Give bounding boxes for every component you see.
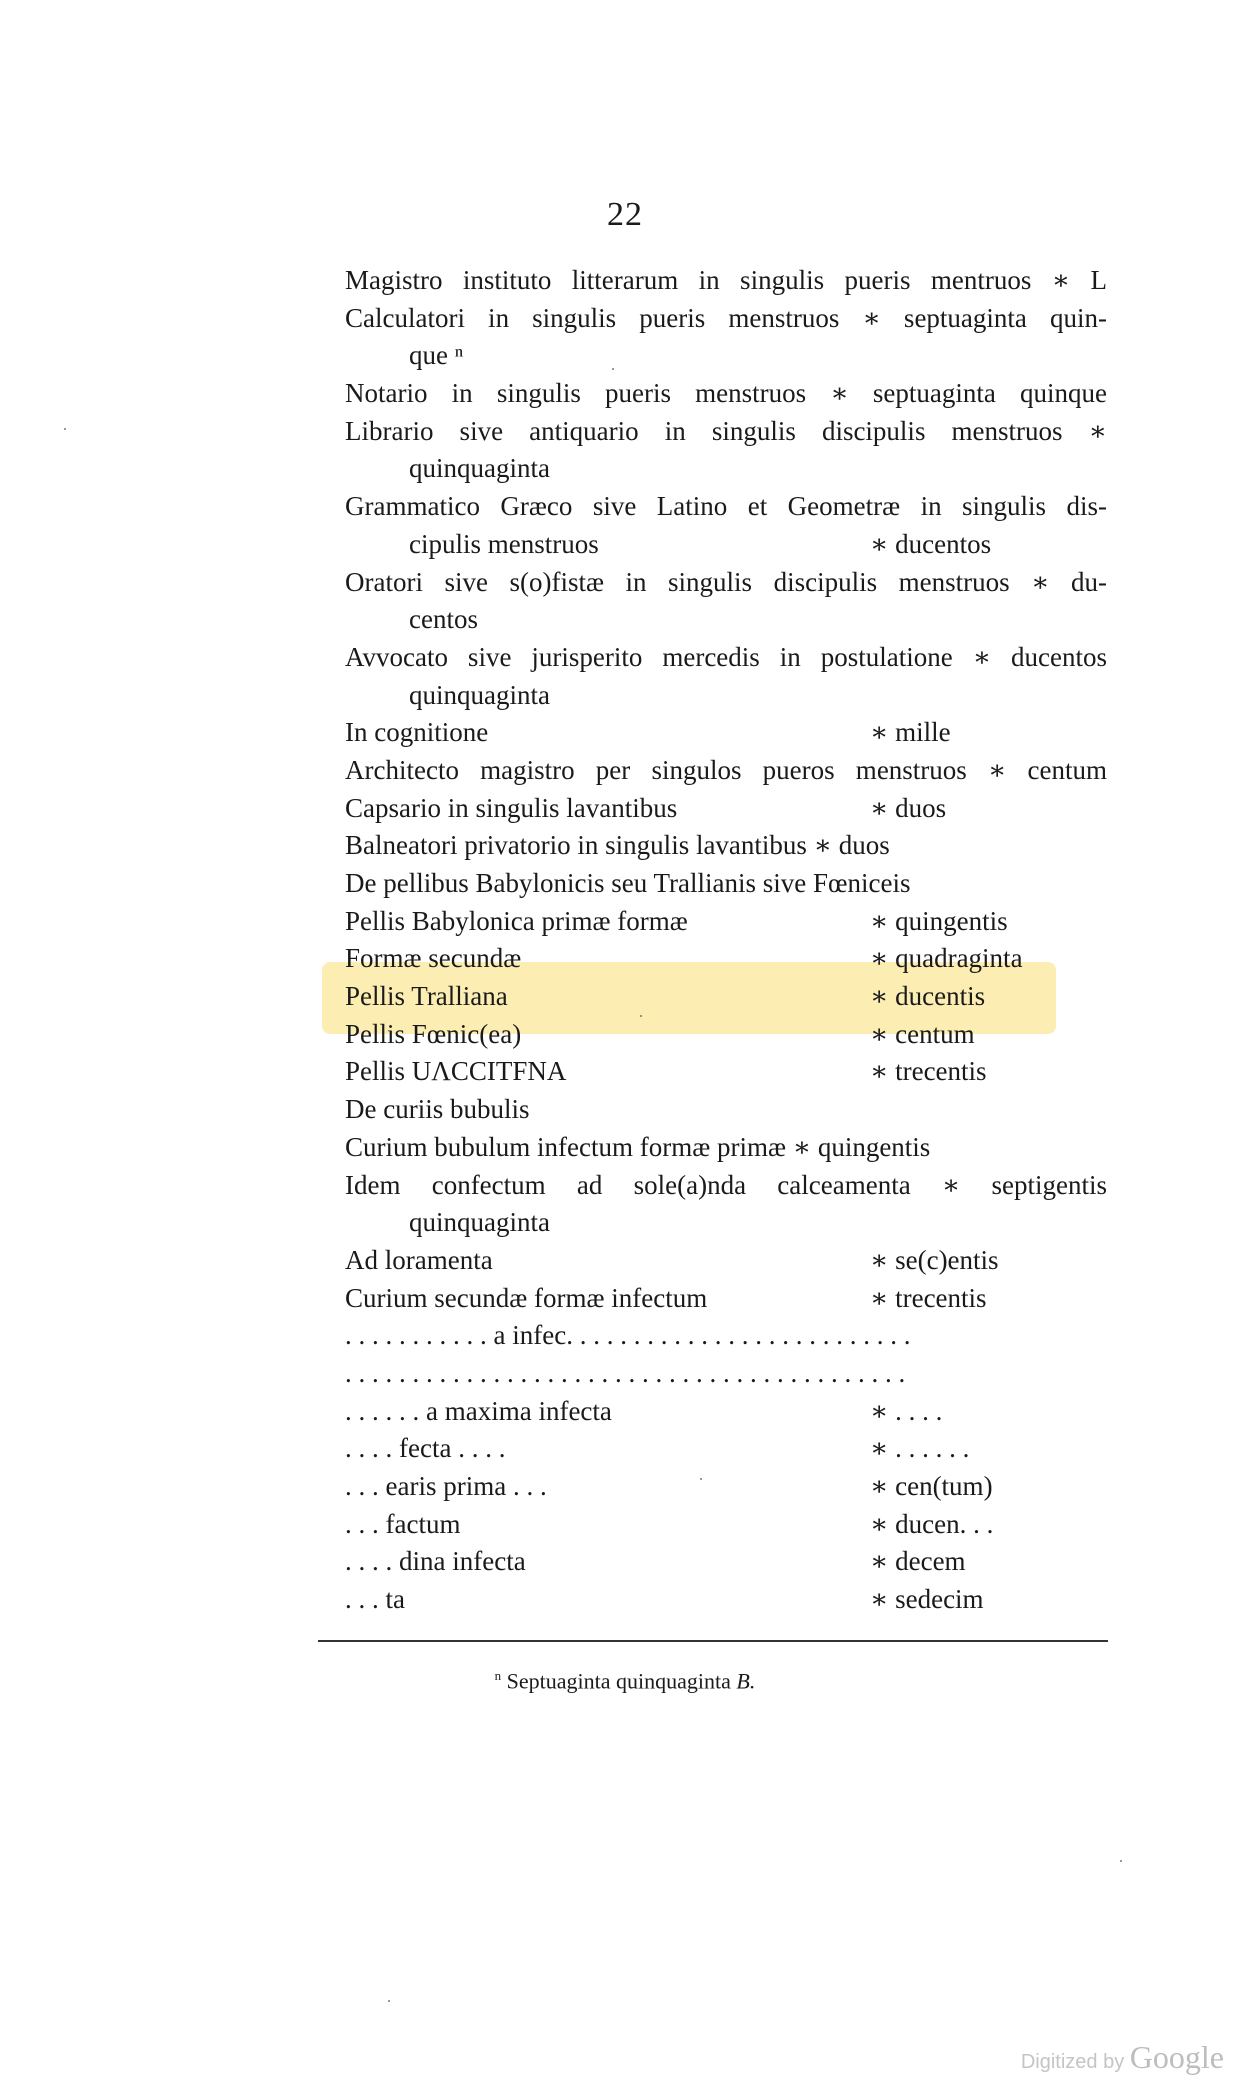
line-text: . . . . . . a maxima infecta	[345, 1395, 612, 1426]
footnote-text: Septuaginta quinquaginta	[506, 1668, 731, 1694]
text-line	[345, 752, 1107, 790]
line-text: In cognitione	[345, 717, 489, 748]
text-line	[345, 413, 1107, 451]
scan-speck	[388, 2000, 390, 2002]
line-text: quinquaginta	[409, 679, 550, 710]
text-line	[345, 1543, 1107, 1581]
text-line	[345, 1280, 1107, 1318]
line-value: ∗ cen(tum)	[870, 1471, 993, 1501]
line-text: De curiis bubulis	[345, 1094, 530, 1125]
text-line	[345, 1317, 1107, 1355]
text-line	[345, 1581, 1107, 1619]
text-line	[345, 1393, 1107, 1431]
line-text: Grammatico Græco sive Latino et Geometræ in singulis dis-	[345, 491, 1107, 522]
line-value: ∗ quingentis	[870, 905, 1008, 936]
line-text: . . . . . . . . . . . a infec. . . . . . . . . . . . . . . . . . . . . . . . . .	[345, 1320, 911, 1351]
text-line	[345, 1204, 1107, 1242]
line-text: Notario in singulis pueris menstruos ∗ septuaginta quinque	[345, 378, 1107, 409]
line-text: Magistro instituto litterarum in singulis pueris mentruos ∗ L	[345, 265, 1107, 295]
text-line	[345, 1242, 1107, 1280]
line-value: ∗ quadraginta	[870, 943, 1023, 974]
watermark-brand: Google	[1129, 2039, 1224, 2075]
line-text: Idem confectum ad sole(a)nda calceamenta ∗ septigentis	[345, 1169, 1107, 1200]
footnote	[0, 1668, 1250, 1694]
line-text: Pellis Tralliana	[345, 981, 508, 1012]
line-text: . . . factum	[345, 1508, 461, 1539]
line-text: De pellibus Babylonicis seu Trallianis sive Fœniceis	[345, 868, 911, 898]
line-value: ∗ ducentis	[870, 981, 986, 1012]
text-line	[345, 601, 1107, 639]
text-line	[345, 526, 1107, 564]
text-line	[345, 639, 1107, 677]
line-value: ∗ duos	[870, 792, 947, 823]
text-line	[345, 677, 1107, 715]
line-text: Ad loramenta	[345, 1244, 493, 1275]
footnote-marker: n	[494, 1668, 502, 1683]
line-text: Architecto magistro per singulos pueros menstruos ∗ centum	[345, 754, 1107, 785]
text-line	[345, 1355, 1107, 1393]
line-text: Curium secundæ formæ infectum	[345, 1282, 708, 1313]
line-text: quinquaginta	[409, 453, 550, 484]
text-line	[345, 827, 1107, 865]
text-line	[345, 1430, 1107, 1468]
text-block	[345, 262, 1107, 1619]
line-value: ∗ decem	[870, 1546, 966, 1577]
line-text: cipulis menstruos	[409, 528, 599, 559]
line-text: Calculatori in singulis pueris menstruos ∗ septuaginta quin-	[345, 302, 1107, 333]
line-text: quinquaginta	[409, 1207, 550, 1238]
line-text: Pellis UΛCCITFNA	[345, 1056, 567, 1087]
line-text: centos	[409, 604, 478, 635]
line-value: ∗ sedecim	[870, 1584, 984, 1615]
line-text: Pellis Fœnic(ea)	[345, 1018, 522, 1049]
line-text: . . . . fecta . . . .	[345, 1433, 506, 1464]
line-value: ∗ ducentos	[870, 528, 992, 559]
text-line	[345, 714, 1107, 752]
text-line	[345, 790, 1107, 828]
line-text: Oratori sive s(o)fistæ in singulis discipulis menstruos ∗ du-	[345, 566, 1107, 597]
text-line	[345, 1091, 1107, 1129]
text-line	[345, 1506, 1107, 1544]
scan-speck	[612, 368, 614, 370]
text-line	[345, 1167, 1107, 1205]
line-text: . . . ta	[345, 1584, 405, 1615]
line-text: Curium bubulum infectum formæ primæ ∗ quingentis	[345, 1131, 931, 1162]
line-value: ∗ . . . . . .	[870, 1433, 970, 1464]
text-line	[345, 337, 1107, 375]
text-line	[345, 450, 1107, 488]
text-line	[345, 262, 1107, 300]
line-text: Librario sive antiquario in singulis discipulis menstruos ∗	[345, 415, 1107, 446]
line-value: ∗ ducen. . .	[870, 1508, 994, 1539]
text-line	[345, 978, 1107, 1016]
scan-speck	[640, 1015, 642, 1017]
line-text: que ⁿ	[409, 340, 464, 371]
text-line	[345, 1129, 1107, 1167]
text-line	[345, 1016, 1107, 1054]
line-text: Capsario in singulis lavantibus	[345, 792, 678, 823]
line-value: ∗ se(c)entis	[870, 1244, 999, 1275]
text-line	[345, 903, 1107, 941]
text-line	[345, 488, 1107, 526]
watermark-prefix: Digitized by	[1020, 2051, 1125, 2073]
line-text: Pellis Babylonica primæ formæ	[345, 905, 688, 936]
text-line	[345, 300, 1107, 338]
page-number: 22	[607, 196, 643, 233]
text-line	[345, 1468, 1107, 1506]
line-value: ∗ . . . .	[870, 1395, 943, 1426]
text-line	[345, 375, 1107, 413]
line-value: ∗ trecentis	[870, 1056, 987, 1087]
line-text: Formæ secundæ	[345, 943, 522, 974]
line-value: ∗ centum	[870, 1018, 975, 1049]
scan-speck	[64, 428, 66, 430]
line-text: . . . . . . . . . . . . . . . . . . . . . . . . . . . . . . . . . . . . . . . . . .	[345, 1357, 906, 1388]
footnote-divider	[318, 1640, 1108, 1642]
line-text: Balneatori privatorio in singulis lavantibus ∗ duos	[345, 830, 890, 861]
text-line	[345, 940, 1107, 978]
scan-speck	[700, 1478, 702, 1480]
footnote-source: B.	[736, 1668, 756, 1694]
text-line	[345, 865, 1107, 903]
line-text: . . . . dina infecta	[345, 1546, 526, 1577]
digitized-watermark	[1021, 2039, 1224, 2076]
line-text: . . . earis prima . . .	[345, 1471, 547, 1501]
scan-speck	[1120, 1860, 1122, 1862]
line-text: Avvocato sive jurisperito mercedis in postulatione ∗ ducentos	[345, 641, 1107, 672]
line-value: ∗ trecentis	[870, 1282, 987, 1313]
text-line	[345, 564, 1107, 602]
line-value: ∗ mille	[870, 717, 951, 748]
text-line	[345, 1053, 1107, 1091]
